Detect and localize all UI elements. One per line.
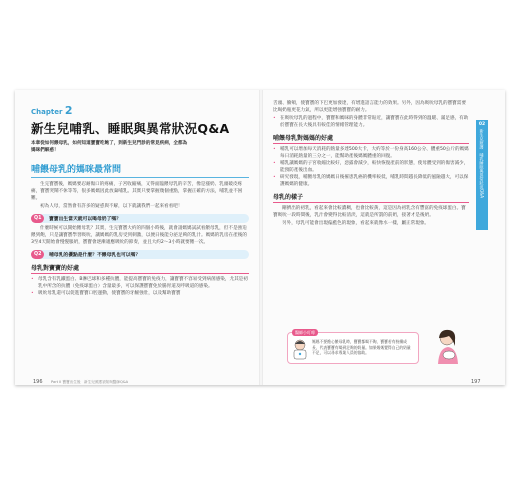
doctor-tip-callout [287, 329, 419, 364]
mother-baby-illustration-icon [433, 328, 463, 366]
question-2-bar [31, 250, 249, 259]
list-item-text: 吸吮母乳還可以促進寶寶口腔運動，使寶寶的牙齦強壯，以及幫助寶寶 [38, 291, 181, 296]
page-number-right: 197 [471, 379, 481, 385]
question-1-tag: Q1 [31, 214, 44, 223]
list-item-text: 哺乳讓媽媽的子宮收縮比較好，惡露會減少，較快恢復產前的狀態，使母體受到的傷害減少，能預防產後出血。 [280, 161, 469, 173]
chapter-intro: 本章從如何餵母乳，如何知道寶寶吃飽了，到新生兒門診的常見疾病，全都為媽咪們解惑！ [31, 141, 188, 153]
bullet-icon: • [273, 116, 276, 121]
question-1-text: 寶寶出生當天就可以喝母奶了嗎？ [49, 217, 121, 222]
paragraph-2: 初為人母，當然會有許多的疑惑與不解，以下就讓我們一起來看看吧！ [40, 204, 183, 209]
question-1-bar [31, 214, 249, 223]
book-gutter [259, 90, 263, 385]
bullet-icon: • [273, 161, 276, 166]
subsection-rule [273, 202, 469, 203]
subsection-title-baby: 母乳對寶寶的好處 [31, 265, 80, 272]
question-2-text: 哺母乳的優點是什麼？不餵母乳也可以嗎？ [49, 253, 141, 258]
subsection-rule [273, 143, 469, 144]
bullet-icon: • [31, 291, 34, 296]
bullet-icon: • [273, 175, 276, 180]
paragraph-continued: 舌頭、臉頰，使寶寶的下巴更加發達，有增進語言能力的效果。另外，因為吸吮母乳的寶寶需要比喝奶瓶更花力氣，所以更能增強寶寶的耐力。 [273, 101, 466, 113]
list-item [273, 174, 469, 188]
list-item [273, 146, 469, 160]
right-page [273, 100, 469, 370]
list-item [31, 290, 249, 297]
list-item [31, 276, 249, 290]
paragraph-milk: 剛擠出的初乳，看起來會比較濃稠，也會比較黃，這是因為初乳含有豐富的免疫球蛋白。寶寶吸吮一段時間後，乳汁會變得比較清淡，這就是所謂的前奶，接著才是後奶。 [273, 206, 466, 218]
chapter-title: 新生兒哺乳、睡眠與異常狀況Q&A [31, 121, 230, 136]
answer-1: 什麼時候可以開始餵母乳？其實，生完寶寶大約的四個小時後，就會請媽媽試試看餵母乳，但不是強迫餵到飽，只是讓寶寶學習吸吮，讓媽媽的乳房受到刺激，以便日後能分泌足夠的乳汁。媽媽的乳房在產後的3至4天開始會慢慢脹奶，寶寶會逐漸適應吸吮的節奏，並且大約2～3小時就要餵一次。 [31, 226, 247, 245]
doctor-tip-tag: 醫師小叮嚀 [292, 329, 318, 336]
list-item-text: 母乳含有乳鐵蛋白、B淋巴球和多種抗體，能提高寶寶的免疫力，讓寶寶不容易受到病菌感染，尤其是初乳中所含的抗體（免疫球蛋白）含量最多，可以保護寶寶免於腸胃道及呼吸道的感染。 [38, 277, 248, 289]
paragraph-1: 生完寶寶後，媽媽要忍耐傷口的疼痛，子宮收縮痛，又得面臨餵母乳的辛苦，像是漲奶、乳頭破皮疼痛，寶寶哭鬧不休等等，很多媽媽因此放棄哺乳。其實只要掌握幾個重點，掌握正確的方法，哺乳並不困難。 [31, 182, 243, 201]
section-rule [31, 177, 249, 178]
section-title: 哺餵母乳的媽咪最常問 [31, 165, 122, 175]
left-page [31, 104, 249, 374]
list-item [273, 115, 469, 129]
chapter-side-tab [476, 120, 488, 230]
book-spread [15, 90, 505, 385]
bullet-icon: • [31, 277, 34, 282]
chapter-word: Chapter [31, 108, 63, 116]
list-item-text: 哺乳可以增加每天消耗的熱量多達500大卡，大約等於一份身高160公分、體重50公斤的媽媽每日消耗熱量的三分之一，能幫助產後媽媽體重的回復。 [280, 147, 469, 159]
list-item [273, 160, 469, 174]
chapter-number: 2 [64, 104, 73, 117]
side-tab-text: 新生兒照護 哺乳睡眠與異常狀況Q&A [479, 129, 485, 199]
chapter-label [31, 104, 249, 117]
doctor-tip-text: 媽媽不要擔心餵母乳時，寶寶都喝不夠，寶寶若有持續成長，代表寶寶有喝到足夠的奶量。如果媽媽覺得自己的奶量不足，可以尋求專業人員的協助。 [312, 339, 411, 355]
side-tab-chapter: 02 [478, 122, 486, 127]
list-item-text: 研究發現，哺餵母乳的媽媽日後罹患乳癌的機率較低，哺乳時間越長降低的風險越大，可以保護媽媽的健康。 [280, 175, 469, 187]
list-item-text: 在吸吮母乳的過程中，寶寶和媽咪的身體非常貼近，讓寶寶在此時得到的溫暖、滿足感，有助於寶寶在長大後具有較佳的情緒管理能力。 [280, 116, 469, 128]
running-footer: Part II 寶寶出生後 新生兒照護須知與醫師Q&A [51, 380, 129, 384]
subsection-title-milk: 母乳的樣子 [273, 194, 304, 201]
page-number-left: 196 [33, 379, 43, 385]
bullet-icon: • [273, 147, 276, 152]
paragraph-milk-2: 另外，母乳可能會出現偏藍色的現象，看起來就像水一樣，屬正常現象。 [282, 221, 430, 226]
subsection-title-mom: 哺餵母乳對媽媽的好處 [273, 135, 334, 142]
subsection-rule [31, 273, 249, 274]
doctor-illustration-icon [291, 338, 309, 360]
question-2-tag: Q2 [31, 250, 44, 259]
